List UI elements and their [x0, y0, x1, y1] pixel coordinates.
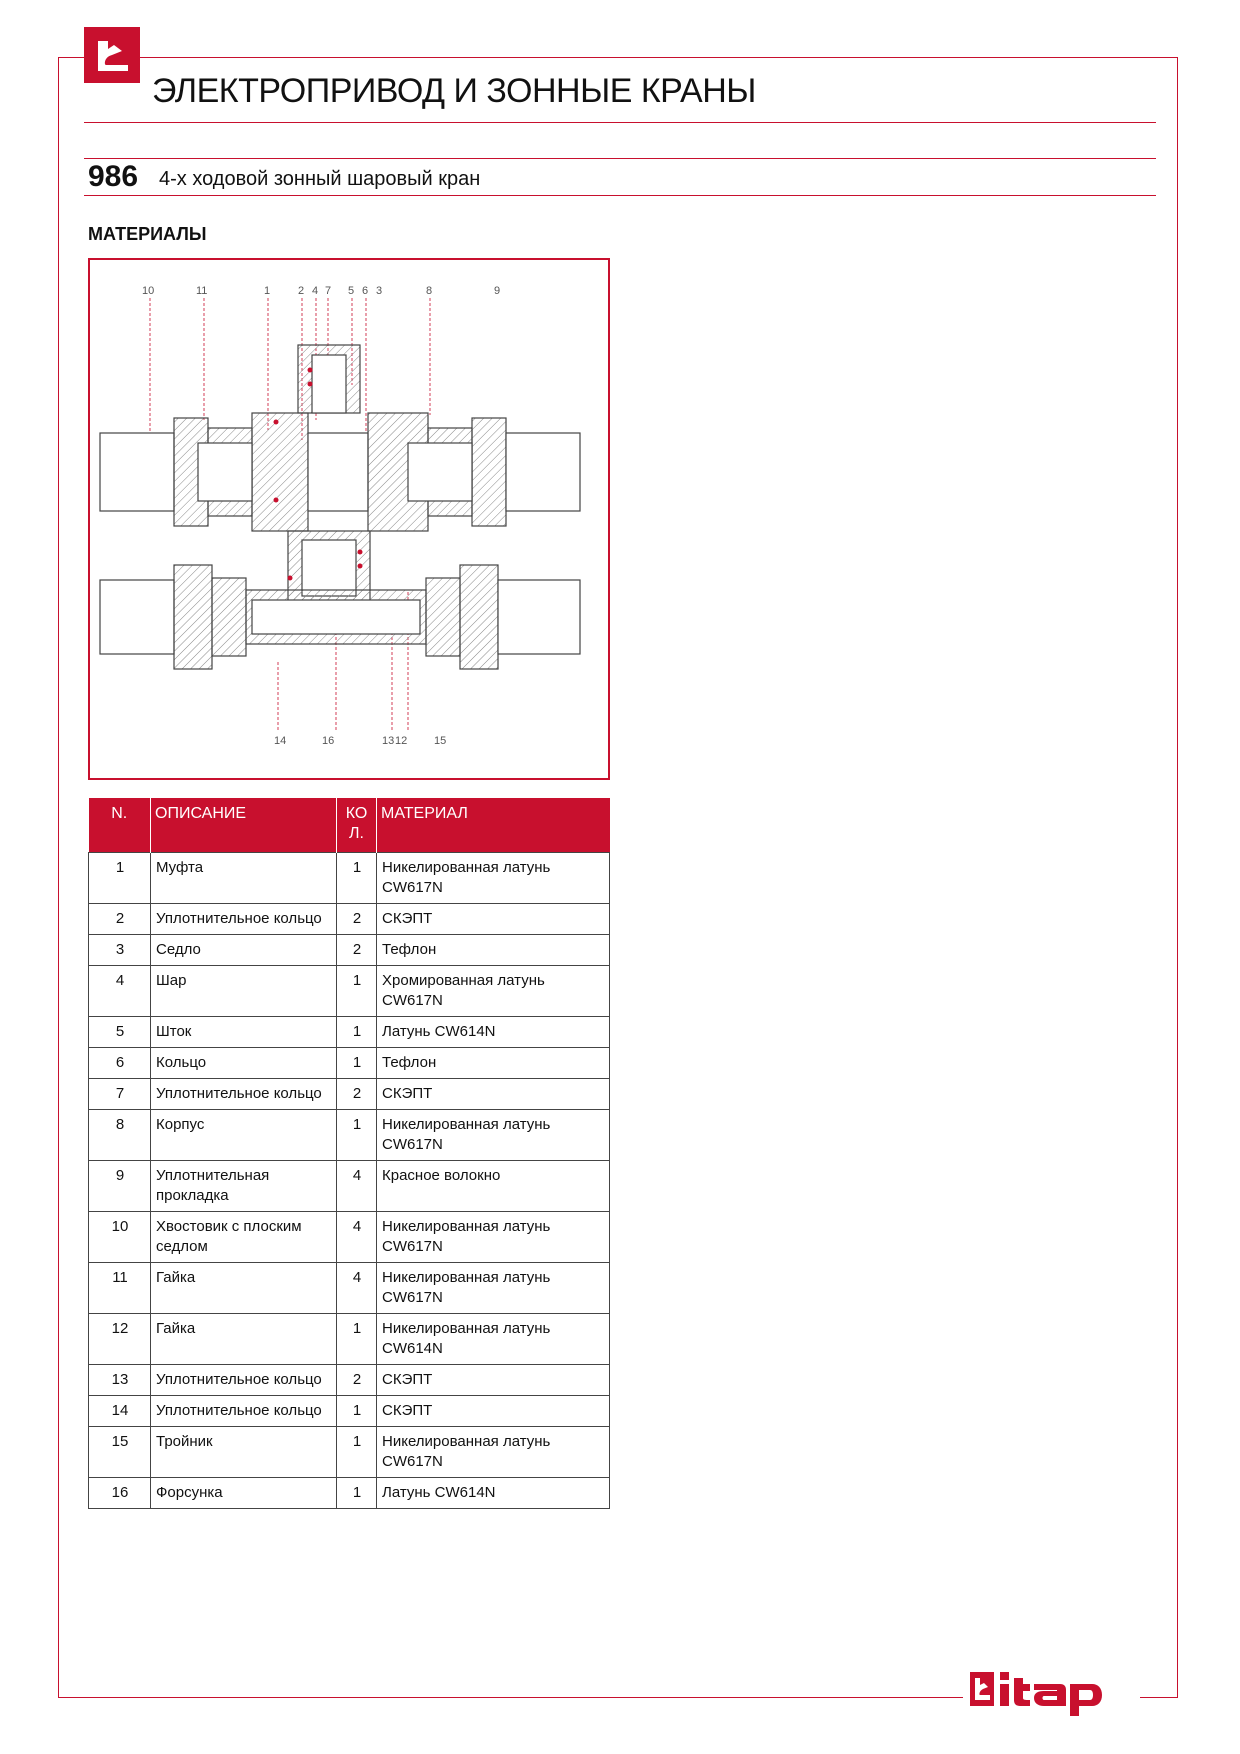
cell-quantity: 4	[337, 1212, 377, 1263]
cell-material: Тефлон	[377, 935, 610, 966]
cell-description: Шток	[151, 1017, 337, 1048]
callout-16: 16	[322, 735, 335, 747]
cell-number: 7	[89, 1079, 151, 1110]
callout-11: 11	[196, 285, 208, 297]
table-row	[89, 1048, 610, 1079]
table-row	[89, 1396, 610, 1427]
table-row	[89, 966, 610, 1017]
cell-description: Уплотнительное кольцо	[151, 1365, 337, 1396]
cell-description: Кольцо	[151, 1048, 337, 1079]
cell-number: 15	[89, 1427, 151, 1478]
callout-2: 2	[298, 285, 305, 297]
callout-3: 3	[376, 285, 383, 297]
cell-number: 12	[89, 1314, 151, 1365]
cell-description: Муфта	[151, 853, 337, 904]
product-number: 986	[88, 160, 139, 193]
callout-9: 9	[494, 285, 501, 297]
frame-bottom-line	[58, 1697, 963, 1698]
table-row	[89, 1365, 610, 1396]
cell-material: СКЭПТ	[377, 1079, 610, 1110]
cell-number: 13	[89, 1365, 151, 1396]
callout-10: 10	[142, 285, 155, 297]
table-row	[89, 1212, 610, 1263]
valve-cross-section-drawing	[88, 258, 610, 780]
cell-material: СКЭПТ	[377, 1365, 610, 1396]
cell-number: 9	[89, 1161, 151, 1212]
cell-number: 14	[89, 1396, 151, 1427]
cell-material: Никелированная латунь CW617N	[377, 1427, 610, 1478]
cell-quantity: 4	[337, 1161, 377, 1212]
product-divider-top	[84, 158, 1156, 159]
callout-6: 6	[362, 285, 369, 297]
materials-table	[88, 798, 610, 1509]
cell-description: Уплотнительное кольцо	[151, 904, 337, 935]
table-row	[89, 1079, 610, 1110]
frame-bottom-line-right	[1140, 1697, 1178, 1698]
cell-number: 6	[89, 1048, 151, 1079]
cell-material: Никелированная латунь CW617N	[377, 1212, 610, 1263]
cell-number: 4	[89, 966, 151, 1017]
cell-description: Уплотнительное кольцо	[151, 1079, 337, 1110]
title-divider	[84, 122, 1156, 123]
cell-number: 11	[89, 1263, 151, 1314]
cell-quantity: 1	[337, 1478, 377, 1509]
frame-left-line	[58, 57, 59, 1697]
cell-number: 2	[89, 904, 151, 935]
cell-quantity: 1	[337, 853, 377, 904]
callout-4: 4	[312, 285, 319, 297]
cell-quantity: 1	[337, 1427, 377, 1478]
cell-quantity: 1	[337, 1017, 377, 1048]
cell-description: Уплотнительная прокладка	[151, 1161, 337, 1212]
cell-description: Гайка	[151, 1314, 337, 1365]
cell-number: 5	[89, 1017, 151, 1048]
table-row	[89, 1427, 610, 1478]
cell-material: Никелированная латунь CW617N	[377, 1263, 610, 1314]
product-name: 4-х ходовой зонный шаровый кран	[159, 168, 481, 190]
cell-number: 8	[89, 1110, 151, 1161]
corner-logo-icon	[84, 27, 140, 83]
cell-material: Латунь CW614N	[377, 1017, 610, 1048]
cell-material: Красное волокно	[377, 1161, 610, 1212]
cell-description: Гайка	[151, 1263, 337, 1314]
callout-7: 7	[325, 285, 332, 297]
cell-description: Шар	[151, 966, 337, 1017]
table-row	[89, 1110, 610, 1161]
frame-right-line	[1177, 57, 1178, 1697]
cell-number: 10	[89, 1212, 151, 1263]
section-title: МАТЕРИАЛЫ	[88, 224, 207, 244]
cell-material: Хромированная латунь CW617N	[377, 966, 610, 1017]
table-row	[89, 1017, 610, 1048]
page-title: ЭЛЕКТРОПРИВОД И ЗОННЫЕ КРАНЫ	[152, 72, 756, 110]
cell-quantity: 1	[337, 1396, 377, 1427]
frame-top-line	[58, 57, 1178, 58]
cell-material: Тефлон	[377, 1048, 610, 1079]
header-description: ОПИСАНИЕ	[151, 798, 337, 853]
cell-material: Никелированная латунь CW617N	[377, 1110, 610, 1161]
table-row	[89, 935, 610, 966]
cell-description: Форсунка	[151, 1478, 337, 1509]
cell-number: 16	[89, 1478, 151, 1509]
cell-material: СКЭПТ	[377, 904, 610, 935]
cell-quantity: 2	[337, 1365, 377, 1396]
cell-quantity: 2	[337, 904, 377, 935]
cell-quantity: 1	[337, 1048, 377, 1079]
cell-quantity: 4	[337, 1263, 377, 1314]
cell-description: Тройник	[151, 1427, 337, 1478]
table-row	[89, 904, 610, 935]
table-row	[89, 1478, 610, 1509]
cell-description: Хвостовик с плоским седлом	[151, 1212, 337, 1263]
table-row	[89, 1161, 610, 1212]
callout-12: 12	[395, 735, 408, 747]
cell-description: Седло	[151, 935, 337, 966]
table-row	[89, 1263, 610, 1314]
cell-material: Никелированная латунь CW617N	[377, 853, 610, 904]
cell-material: СКЭПТ	[377, 1396, 610, 1427]
callout-15: 15	[434, 735, 447, 747]
table-row	[89, 1314, 610, 1365]
cell-number: 3	[89, 935, 151, 966]
cell-quantity: 1	[337, 966, 377, 1017]
header-material: МАТЕРИАЛ	[377, 798, 610, 853]
drawing-svg	[90, 260, 608, 778]
callout-13: 13	[382, 735, 395, 747]
cell-number: 1	[89, 853, 151, 904]
header-quantity: КО Л.	[337, 798, 377, 853]
cell-description: Уплотнительное кольцо	[151, 1396, 337, 1427]
callout-5: 5	[348, 285, 355, 297]
itap-logo	[968, 1662, 1138, 1724]
cell-quantity: 1	[337, 1314, 377, 1365]
callout-8: 8	[426, 285, 433, 297]
header-number: N.	[89, 798, 151, 853]
cell-description: Корпус	[151, 1110, 337, 1161]
cell-material: Латунь CW614N	[377, 1478, 610, 1509]
cell-quantity: 2	[337, 1079, 377, 1110]
cell-material: Никелированная латунь CW614N	[377, 1314, 610, 1365]
callout-14: 14	[274, 735, 287, 747]
callout-1: 1	[264, 285, 271, 297]
cell-quantity: 2	[337, 935, 377, 966]
table-row	[89, 853, 610, 904]
cell-quantity: 1	[337, 1110, 377, 1161]
product-divider-bottom	[84, 195, 1156, 196]
table-header-row	[89, 798, 610, 853]
